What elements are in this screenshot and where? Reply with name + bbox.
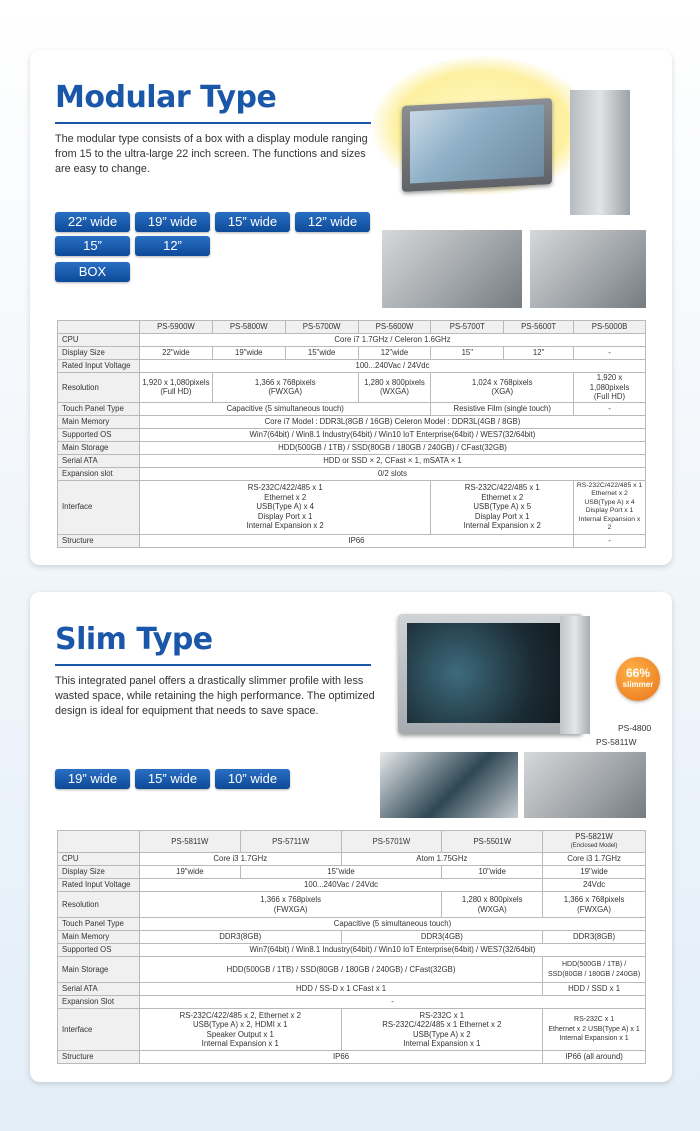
button-box[interactable]: BOX [55,262,130,282]
table-row [58,931,646,944]
model-header: PS-5900W [139,321,212,334]
table-row [58,428,646,441]
model-header: PS-5700T [431,321,504,334]
row-label: Touch Panel Type [58,402,140,415]
row-label: Structure [58,534,140,547]
touch-value: Capacitive (5 simultaneous touch) [139,402,430,415]
model-header: PS-5000B [574,321,646,334]
button-22-wide[interactable]: 22” wide [55,212,130,232]
badge-value: 66% [625,666,651,680]
resolution-value: 1,366 x 768pixels (FWXGA) [139,892,441,918]
storage-value: HDD(500GB / 1TB) / SSD(80GB / 180GB / 240GB) [543,957,646,983]
rear-ports-image [524,752,646,818]
resolution-value: 1,366 x 768pixels (FWXGA) [212,373,358,403]
sata-value: HDD / SS-D x 1 CFast x 1 [139,983,542,996]
touch-value: Capacitive (5 simultaneous touch) [139,918,645,931]
button-15-wide[interactable]: 15” wide [135,769,210,789]
display-size-value: - [574,347,646,360]
table-row [58,918,646,931]
display-size-value: 15" [431,347,504,360]
cpu-value: Core i3 1.7GHz [139,853,341,866]
callout-ps-4800: PS-4800 [618,723,652,733]
table-row [58,944,646,957]
button-15[interactable]: 15” [55,236,130,256]
badge-text: slimmer [622,680,654,689]
panel-closeup-image [380,752,518,818]
storage-value: HDD(500GB / 1TB) / SSD(80GB / 180GB / 240GB) / CFast(32GB) [139,441,645,454]
enclosed-note: (Enclosed Model) [570,842,618,849]
voltage-value: 100...240Vac / 24Vdc [139,360,645,373]
modular-title: Modular Type [55,80,277,115]
row-label: Main Memory [58,415,140,428]
resolution-value: 1,366 x 768pixels (FWXGA) [543,892,646,918]
table-row [58,1009,646,1051]
row-label: Main Storage [58,441,140,454]
modular-type-card [30,50,672,565]
row-label: Touch Panel Type [58,918,140,931]
display-size-value: 12" [504,347,574,360]
cpu-value: Core i3 1.7GHz [543,853,646,866]
row-label: Display Size [58,866,140,879]
rear-connector-image [382,230,522,308]
button-19-wide[interactable]: 19” wide [135,212,210,232]
structure-value: IP66 (all around) [543,1051,646,1064]
button-10-wide[interactable]: 10” wide [215,769,290,789]
memory-value: Core i7 Model : DDR3L(8GB / 16GB) Celeron Model : DDR3L(4GB / 8GB) [139,415,645,428]
modular-monitor-image [402,98,552,192]
table-row [58,334,646,347]
row-label: Rated Input Voltage [58,879,140,892]
row-label: Supported OS [58,944,140,957]
row-label: CPU [58,853,140,866]
button-15-wide[interactable]: 15” wide [215,212,290,232]
display-size-value: 19"wide [543,866,646,879]
title-divider [55,664,371,666]
model-header: PS-5501W [442,831,543,853]
storage-value: HDD(500GB / 1TB) / SSD(80GB / 180GB / 240GB) / CFast(32GB) [139,957,542,983]
touch-value: Resistive Film (single touch) [431,402,574,415]
button-12-wide[interactable]: 12” wide [295,212,370,232]
slim-spec-table [57,830,646,1064]
row-label: Expansion Slot [58,996,140,1009]
interface-value: RS-232C/422/485 x 1 Ethernet x 2 USB(Type A) x 4 Display Port x 1 Internal Expansion x 2 [574,480,646,534]
structure-value: IP66 [139,1051,542,1064]
table-row [58,402,646,415]
model-header [543,831,646,853]
resolution-value: 1,280 x 800pixels (WXGA) [442,892,543,918]
slim-description: This integrated panel offers a drastically slimmer profile with less wasted space, while retaining the high performance. The optimized design is ideal for equipment that needs to save space. [55,675,375,717]
slim-monitor-image [398,614,583,734]
cpu-value: Core i7 1.7GHz / Celeron 1.6GHz [139,334,645,347]
memory-value: DDR3(4GB) [341,931,543,944]
row-label: Serial ATA [58,454,140,467]
row-label: Supported OS [58,428,140,441]
callout-ps-5811w: PS-5811W [596,737,637,747]
row-label: Main Memory [58,931,140,944]
structure-value: - [574,534,646,547]
display-size-value: 15"wide [285,347,358,360]
resolution-value: 1,920 x 1,080pixels (Full HD) [139,373,212,403]
row-label: Expansion slot [58,467,140,480]
table-row [58,853,646,866]
row-label: Resolution [58,892,140,918]
table-row [58,467,646,480]
table-row [58,480,646,534]
row-label: CPU [58,334,140,347]
model-header: PS-5711W [240,831,341,853]
table-row [58,360,646,373]
model-header: PS-5600T [504,321,574,334]
table-row [58,957,646,983]
display-size-value: 15"wide [240,866,442,879]
row-label: Display Size [58,347,140,360]
memory-value: DDR3(8GB) [543,931,646,944]
touch-value: - [574,402,646,415]
modular-spec-table [57,320,646,548]
table-row [58,415,646,428]
table-row [58,996,646,1009]
slimmer-badge [616,657,660,701]
row-label: Main Storage [58,957,140,983]
resolution-value: 1,024 x 768pixels (XGA) [431,373,574,403]
table-row [58,892,646,918]
interface-value: RS-232C/422/485 x 1 Ethernet x 2 USB(Type A) x 5 Display Port x 1 Internal Expansion x 2 [431,480,574,534]
display-size-value: 22"wide [139,347,212,360]
model-header: PS-5800W [212,321,285,334]
model-header-name: PS-5821W [575,832,613,841]
title-divider [55,122,371,124]
side-profile-image [530,230,646,308]
table-row [58,347,646,360]
box-unit-image [570,90,630,215]
table-row [58,1051,646,1064]
os-value: Win7(64bit) / Win8.1 Industry(64bit) / Win10 IoT Enterprise(64bit) / WES7(32/64bit) [139,428,645,441]
table-row [58,879,646,892]
row-label: Serial ATA [58,983,140,996]
row-label: Interface [58,480,140,534]
voltage-value: 100...240Vac / 24Vdc [139,879,542,892]
slot-value: 0/2 slots [139,467,645,480]
table-row [58,534,646,547]
table-row [58,983,646,996]
interface-value: RS-232C/422/485 x 1 Ethernet x 2 USB(Type A) x 4 Display Port x 1 Internal Expansion x 2 [139,480,430,534]
os-value: Win7(64bit) / Win8.1 Industry(64bit) / Win10 IoT Enterprise(64bit) / WES7(32/64bit) [139,944,645,957]
interface-value: RS-232C x 1 Ethernet x 2 USB(Type A) x 1 Internal Expansion x 1 [543,1009,646,1051]
interface-value: RS-232C/422/485 x 2, Ethernet x 2 USB(Type A) x 2, HDMI x 1 Speaker Output x 1 Internal Expansion x 1 [139,1009,341,1051]
slim-title: Slim Type [55,622,213,657]
row-label: Resolution [58,373,140,403]
model-header: PS-5700W [285,321,358,334]
table-row [58,454,646,467]
memory-value: DDR3(8GB) [139,931,341,944]
sata-value: HDD or SSD × 2, CFast × 1, mSATA × 1 [139,454,645,467]
row-label: Rated Input Voltage [58,360,140,373]
interface-value: RS-232C x 1 RS-232C/422/485 x 1 Ethernet x 2 USB(Type A) x 2 Internal Expansion x 1 [341,1009,543,1051]
model-header: PS-5600W [358,321,431,334]
display-size-value: 19"wide [212,347,285,360]
model-header: PS-5811W [139,831,240,853]
button-12[interactable]: 12” [135,236,210,256]
model-header: PS-5701W [341,831,442,853]
table-row [58,441,646,454]
structure-value: IP66 [139,534,573,547]
display-size-value: 10"wide [442,866,543,879]
resolution-value: 1,920 x 1,080pixels (Full HD) [574,373,646,403]
slim-side-profile-image [560,616,590,734]
sata-value: HDD / SSD x 1 [543,983,646,996]
display-size-value: 12"wide [358,347,431,360]
row-label: Structure [58,1051,140,1064]
table-row [58,866,646,879]
cpu-value: Atom 1.75GHz [341,853,543,866]
resolution-value: 1,280 x 800pixels (WXGA) [358,373,431,403]
table-row [58,373,646,403]
row-label: Interface [58,1009,140,1051]
display-size-value: 19"wide [139,866,240,879]
slim-type-card [30,592,672,1082]
voltage-value: 24Vdc [543,879,646,892]
slot-value: - [139,996,645,1009]
button-19-wide[interactable]: 19” wide [55,769,130,789]
modular-description: The modular type consists of a box with a display module ranging from 15 to the ultra-large 22 inch screen. The functions and sizes are easy to change. [55,133,368,175]
